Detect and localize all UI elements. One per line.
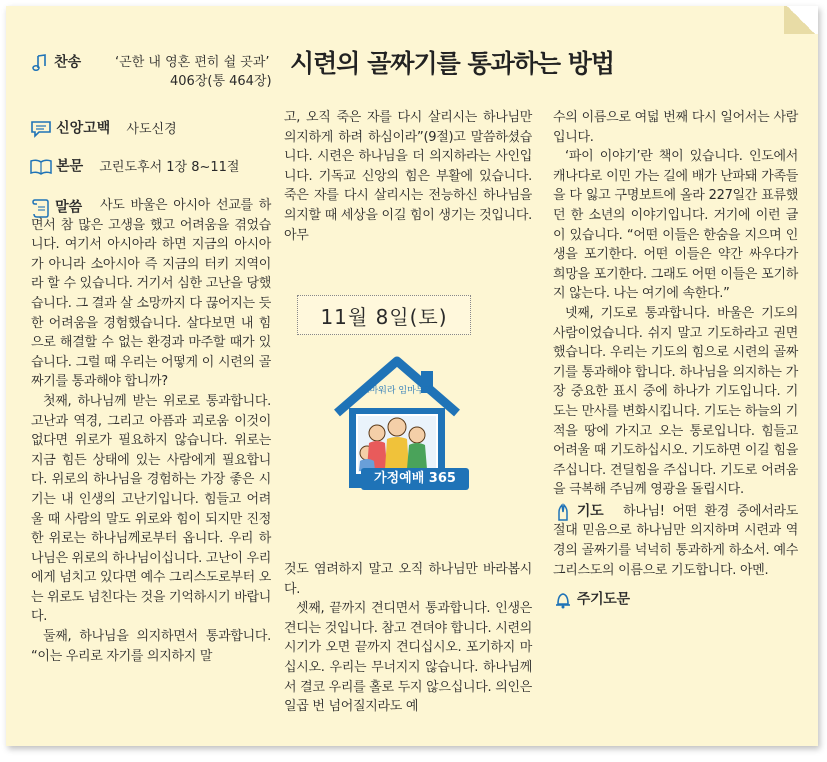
page-title: 시련의 골짜기를 통과하는 방법 bbox=[290, 49, 615, 78]
sermon-paragraph-3: 둘째, 하나님을 의지하면서 통과합니다. “이는 우리로 자기를 의지하지 말 bbox=[31, 629, 271, 664]
text-value: 고린도후서 1장 8~11절 bbox=[99, 159, 240, 175]
sermon-intro: 사도 바울은 아시아 선교를 하면서 참 많은 고생을 했고 어려움을 겪었습니다. 여기서 아시아라 하면 지금의 아시아가 아니라 소아시아 즉 지금의 터키 지역이라 할 수 있습니다. 거기서 심한 고난을 당했습니다. 그 결과 살 소망까지 다 끊어지는 듯한 어려움을 경험했습니다. 살다보면 내 힘으로 해결할 수 없는 환경과 마주할 때가 있습니다. 그럴 때 우리는 어떻게 이 시련의 골짜기를 통과해야 합니까? bbox=[31, 198, 271, 390]
sermon-paragraph-9: 넷째, 기도로 통과합니다. 바울은 기도의 사람이었습니다. 쉬지 말고 기도하라고 권면했습니다. 우리는 기도의 힘으로 시련의 골짜기를 통과해야 합니다. 하나님을 의지하는 가장 중요한 표시 중에 하나가 기도입니다. 기도는 만사를 변화시킵니다. 기도는 하늘의 기적을 땅에 가지고 오는 통로입니다. 힘들고 어려울 때 기도하십시오. 기도하면 이길 힘을 주십니다. 견딜힘을 주십니다. 기도로 어려움을 극복해 주님께 영광을 돌립시다. bbox=[553, 305, 798, 498]
date-box bbox=[297, 295, 471, 335]
prayer-block bbox=[553, 502, 798, 580]
column-3 bbox=[553, 108, 798, 610]
author-row bbox=[553, 590, 798, 610]
speech-bubble-icon bbox=[30, 120, 52, 138]
creed-value: 사도신경 bbox=[126, 121, 177, 137]
creed-label: 신앙고백 bbox=[56, 120, 111, 137]
hymn-row bbox=[30, 53, 81, 73]
bell-icon bbox=[553, 590, 573, 610]
music-note-icon bbox=[30, 53, 50, 73]
column-2-bottom bbox=[284, 560, 532, 717]
sermon-paragraph-7: 수의 이름으로 여덟 번째 다시 일어서는 사람입니다. bbox=[553, 110, 798, 145]
folded-corner bbox=[784, 6, 818, 34]
sermon-paragraph-8: ‘파이 이야기’란 책이 있습니다. 인도에서 캐나다로 이민 가는 길에 배가 난파돼 가족들을 다 잃고 구명보트에 올라 227일간 표류했던 한 소년의 이야기입니다. 거기에 이런 글이 있습니다. “어떤 이들은 한숨을 지으며 인생을 포기한다. 어떤 이들은 약간 싸우다가 희망을 포기한다. 그래도 어떤 이들은 포기하지 않는다. 나는 여기에 속한다.” bbox=[553, 149, 798, 302]
sermon-paragraph-6: 셋째, 끝까지 견디면서 통과합니다. 인생은 견디는 것입니다. 참고 견뎌야 합니다. 시련의 시기가 오면 끝까지 견디십시오. 포기하지 마십시오. 우리는 무너지지 않습니다. 하나님께서 결코 우리를 홀로 두지 않으십니다. 의인은 일곱 번 넘어질지라도 예 bbox=[284, 601, 532, 715]
badge-arc-text: 고마워라 임마누엘 bbox=[360, 386, 434, 396]
prayer-label-row bbox=[553, 502, 603, 522]
prayer-label: 기도 bbox=[576, 503, 604, 520]
open-book-icon bbox=[30, 158, 52, 176]
date-text: 11월 8일(토) bbox=[320, 304, 448, 329]
sermon-label: 말씀 bbox=[55, 199, 83, 216]
sermon-paragraph-5: 것도 염려하지 말고 오직 하나님만 바라봅시다. bbox=[284, 562, 532, 597]
creed-row bbox=[30, 120, 177, 138]
family-worship-label: 가정예배 365 bbox=[361, 468, 469, 490]
column-1 bbox=[31, 196, 271, 666]
prayer-text: 하나님! 어떤 환경 중에서라도 절대 믿음으로 하나님만 의지하며 시련과 역경의 골짜기를 넉넉히 통과하게 하소서. 예수 그리스도의 이름으로 기도합니다. 아멘. bbox=[553, 503, 798, 578]
sermon-paragraph-2: 첫째, 하나님께 받는 위로로 통과합니다. 고난과 역경, 그리고 아픔과 괴로움 이것이 없다면 위로가 필요하지 않습니다. 위로는 지금 힘든 상태에 있는 사람에게 필요합니다. 위로의 하나님을 경험하는 가장 좋은 시기는 내 인생의 고난기입니다. 힘들고 어려울 때 사람의 말도 위로와 힘이 되지만 진정한 위로는 하나님께로부터 옵니다. 우리 하나님은 위로의 하나님이십니다. 고난이 우리에게 넘치고 있다면 예수 그리스도로부터 오는 위로도 넘친다는 것을 기억하시기 바랍니다. bbox=[31, 393, 271, 625]
text-label: 본문 bbox=[56, 158, 84, 175]
author-name: 주기도문 bbox=[576, 591, 630, 608]
hymn-number: 406장(통 464장) bbox=[170, 74, 272, 89]
sermon-paragraph-4: 고, 오직 죽은 자를 다시 살리시는 하나님만 의지하게 하려 하심이라”(9절)고 말씀하셨습니다. 시련은 하나님을 더 의지하라는 사인입니다. 기독교 신앙의 힘은 부활에 있습니다. 죽은 자를 다시 살리시는 전능하신 하나님을 의지할 때 세상을 이길 힘이 생기는 것입니다. 아무 bbox=[284, 110, 532, 243]
hymn-label: 찬송 bbox=[54, 54, 82, 71]
hymn-title: ‘곤한 내 영혼 편히 쉴 곳과’ bbox=[115, 55, 270, 70]
praying-hands-icon bbox=[553, 502, 573, 522]
column-2-top bbox=[284, 108, 532, 245]
text-row bbox=[30, 158, 240, 176]
